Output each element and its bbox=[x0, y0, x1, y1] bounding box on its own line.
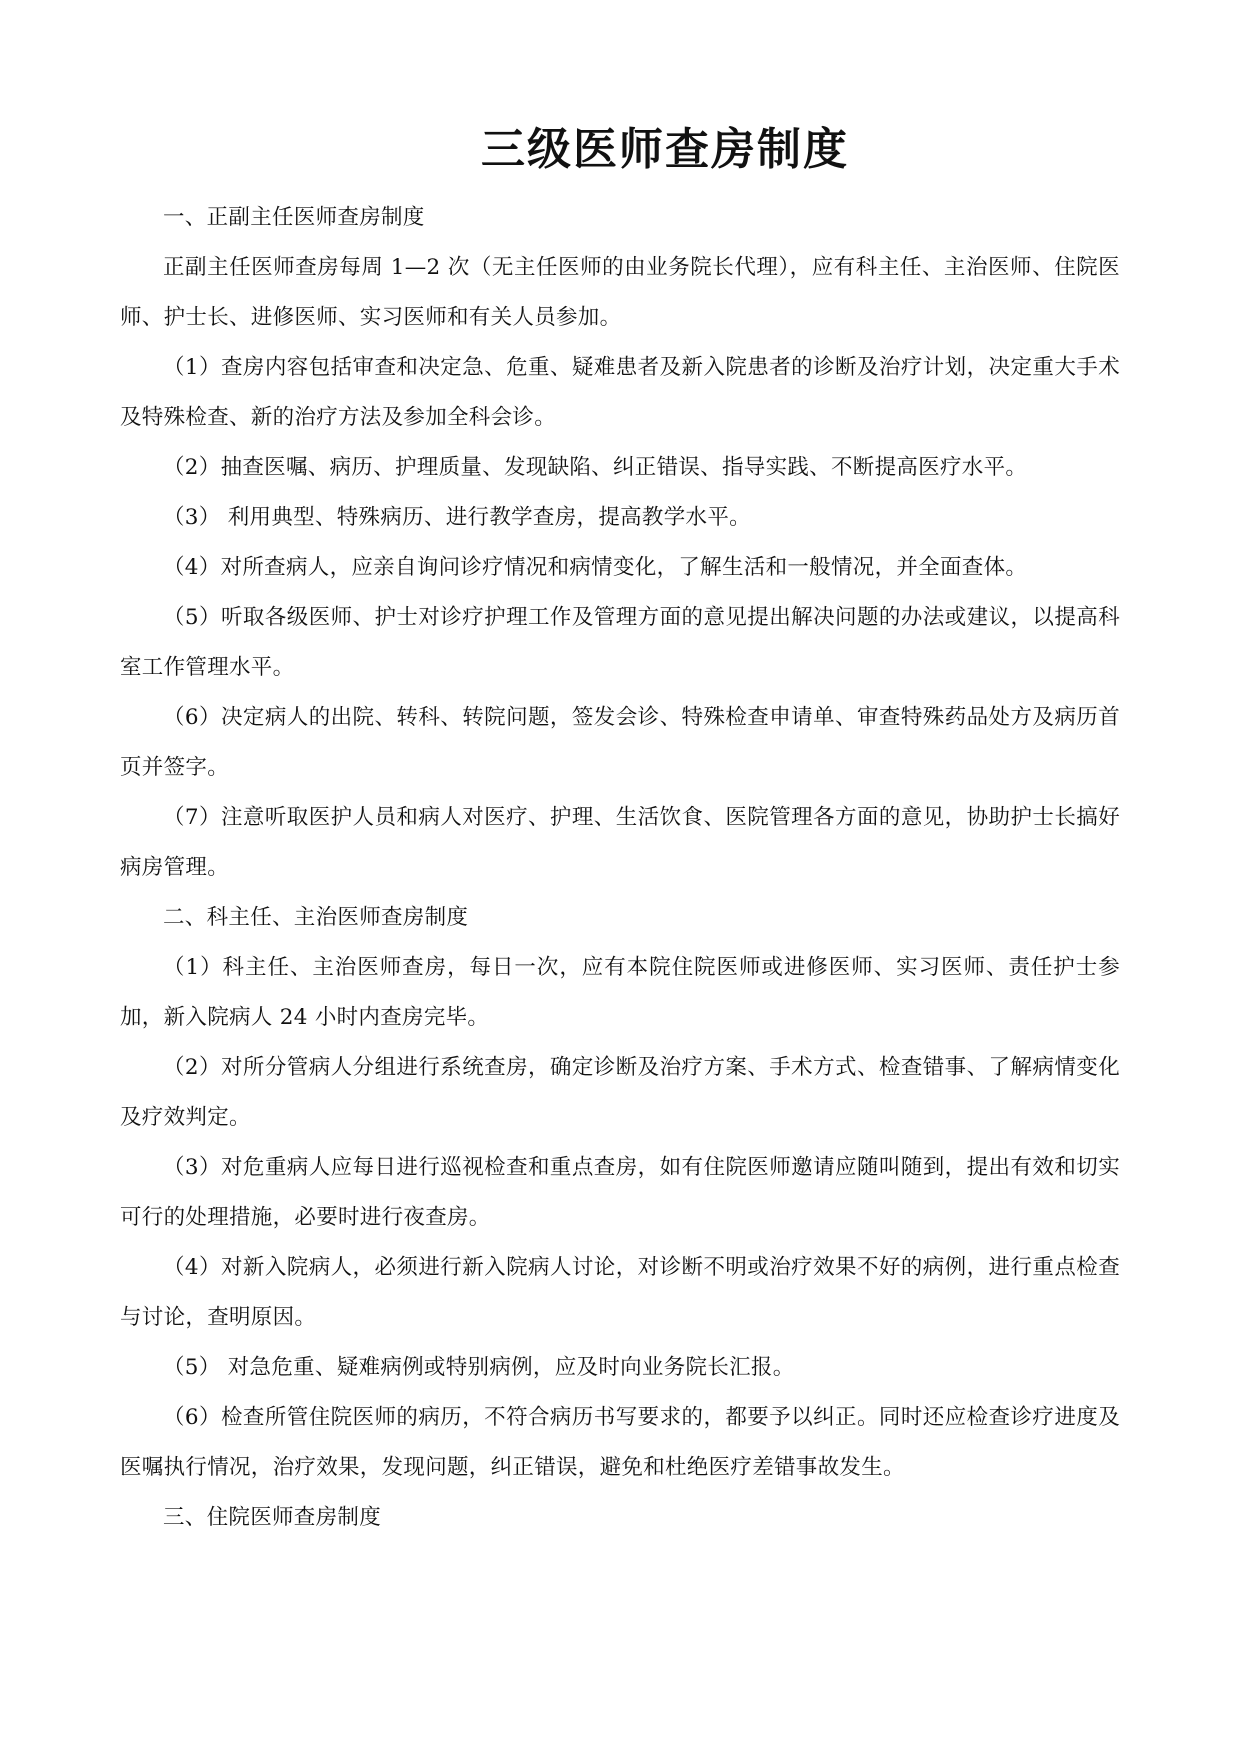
section-heading-3: 三、住院医师查房制度 bbox=[163, 1505, 382, 1530]
list-item: （5） 对急危重、疑难病例或特别病例，应及时向业务院长汇报。 bbox=[163, 1355, 795, 1380]
list-item: （2）抽查医嘱、病历、护理质量、发现缺陷、纠正错误、指导实践、不断提高医疗水平。 bbox=[163, 455, 1028, 480]
section-heading-1: 一、正副主任医师查房制度 bbox=[163, 205, 425, 230]
list-item: （6）检查所管住院医师的病历，不符合病历书写要求的，都要予以纠正。同时还应检查诊疗进度及医嘱执行情况，治疗效果，发现问题，纠正错误，避免和杜绝医疗差错事故发生。 bbox=[120, 1405, 1120, 1480]
list-item: （4）对新入院病人，必须进行新入院病人讨论，对诊断不明或治疗效果不好的病例，进行重点检查与讨论，查明原因。 bbox=[120, 1255, 1120, 1330]
document-title: 三级医师查房制度 bbox=[481, 124, 849, 175]
list-item: （6）决定病人的出院、转科、转院问题，签发会诊、特殊检查申请单、审查特殊药品处方及病历首页并签字。 bbox=[120, 705, 1120, 780]
list-item: （1）查房内容包括审查和决定急、危重、疑难患者及新入院患者的诊断及治疗计划，决定重大手术及特殊检查、新的治疗方法及参加全科会诊。 bbox=[120, 355, 1120, 430]
list-item: （3） 利用典型、特殊病历、进行教学查房，提高教学水平。 bbox=[163, 505, 751, 530]
section-heading-2: 二、科主任、主治医师查房制度 bbox=[163, 905, 469, 930]
list-item: （3）对危重病人应每日进行巡视检查和重点查房，如有住院医师邀请应随叫随到，提出有效和切实可行的处理措施，必要时进行夜查房。 bbox=[120, 1155, 1120, 1230]
list-item: （2）对所分管病人分组进行系统查房，确定诊断及治疗方案、手术方式、检查错事、了解病情变化及疗效判定。 bbox=[120, 1055, 1120, 1130]
list-item: （1）科主任、主治医师查房，每日一次，应有本院住院医师或进修医师、实习医师、责任护士参加，新入院病人 24 小时内查房完毕。 bbox=[120, 955, 1120, 1030]
document-body bbox=[120, 193, 1120, 1543]
list-item: （4）对所查病人，应亲自询问诊疗情况和病情变化，了解生活和一般情况，并全面查体。 bbox=[163, 555, 1028, 580]
paragraph: 正副主任医师查房每周 1—2 次（无主任医师的由业务院长代理），应有科主任、主治医师、住院医师、护士长、进修医师、实习医师和有关人员参加。 bbox=[120, 255, 1120, 330]
list-item: （7）注意听取医护人员和病人对医疗、护理、生活饮食、医院管理各方面的意见，协助护士长搞好病房管理。 bbox=[120, 805, 1120, 880]
list-item: （5）听取各级医师、护士对诊疗护理工作及管理方面的意见提出解决问题的办法或建议，以提高科室工作管理水平。 bbox=[120, 605, 1120, 680]
